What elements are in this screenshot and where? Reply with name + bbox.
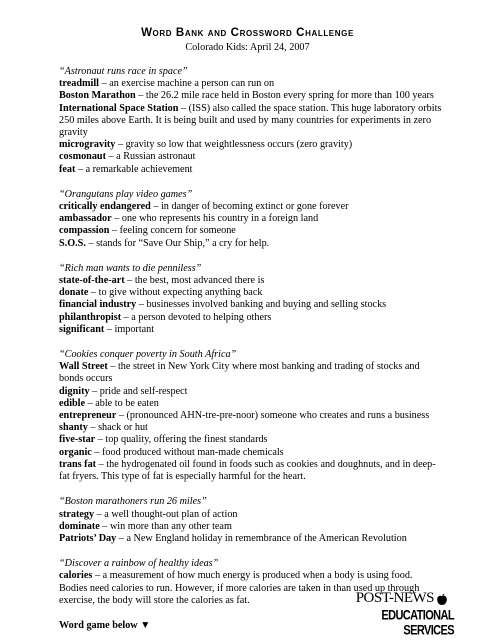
vocab-term: Boston Marathon (59, 90, 136, 102)
article-headline: “Orangutans play video games” (59, 188, 193, 200)
article-headline: “Cookies conquer poverty in South Africa” (59, 349, 237, 361)
vocab-entry (59, 312, 443, 324)
vocab-entry (59, 533, 443, 545)
vocab-entry (59, 151, 443, 163)
vocab-term: organic (59, 446, 92, 458)
vocab-definition: – the hydrogenated oil found in foods such as cookies and doughnuts, and in deep-fat fryers. This type of fat is especially harmful for the heart. (59, 458, 436, 483)
vocab-definition: – win more than any other team (99, 520, 232, 532)
vocab-entry (59, 238, 443, 250)
vocab-entry (59, 447, 443, 459)
vocab-definition: – top quality, offering the finest standards (95, 434, 268, 446)
vocab-entry (59, 139, 443, 151)
vocab-definition: – the best, most advanced there is (124, 275, 265, 287)
vocab-term: shanty (59, 422, 88, 434)
vocab-entry (59, 275, 443, 287)
logo-line2: EDUCATIONAL SERVICES (381, 608, 454, 639)
vocab-entry (59, 213, 443, 225)
vocab-term: cosmonaut (59, 151, 106, 163)
vocab-term: philanthropist (59, 311, 122, 323)
word-bank-section (59, 66, 443, 176)
article-headline: “Boston marathoners run 26 miles” (59, 496, 207, 508)
vocab-entry (59, 386, 443, 398)
vocab-entry (59, 201, 443, 213)
vocab-definition: – pride and self-respect (89, 385, 188, 397)
article-headline: “Discover a rainbow of healthy ideas” (59, 558, 219, 570)
vocab-definition: – a well thought-out plan of action (94, 508, 238, 520)
vocab-term: Wall Street (59, 361, 108, 373)
vocab-definition: – (ISS) also called the space station. This huge laboratory orbits 250 miles above Earth. It is being built and used by many countries for experiments in zero gravity (59, 102, 442, 139)
vocab-definition: – important (104, 323, 155, 335)
vocab-term: financial industry (59, 299, 137, 311)
vocab-term: Patriots’ Day (59, 532, 117, 544)
post-news-logo (344, 590, 454, 639)
vocab-term: compassion (59, 225, 110, 237)
vocab-entry (59, 422, 443, 434)
vocab-definition: – food produced without man-made chemicals (91, 446, 284, 458)
vocab-definition: – in danger of becoming extinct or gone forever (150, 201, 349, 213)
vocab-definition: – businesses involved banking and buying and selling stocks (136, 299, 387, 311)
vocab-term: International Space Station (59, 102, 179, 114)
vocab-term: strategy (59, 508, 95, 520)
vocab-term: significant (59, 323, 105, 335)
vocab-entry (59, 398, 443, 410)
vocab-term: dominate (59, 520, 100, 532)
vocab-entry (59, 287, 443, 299)
vocab-term: five-star (59, 434, 96, 446)
vocab-term: critically endangered (59, 201, 151, 213)
word-bank-section (59, 263, 443, 336)
article-headline: “Rich man wants to die penniless” (59, 262, 202, 274)
vocab-term: microgravity (59, 139, 116, 151)
vocab-definition: – a person devoted to helping others (121, 311, 272, 323)
vocab-entry (59, 361, 443, 385)
vocab-definition: – stands for “Save Our Ship,” a cry for help. (85, 237, 270, 249)
vocab-definition: – (pronounced AHN-tre-pre-noor) someone who creates and runs a business (116, 410, 430, 422)
vocab-term: treadmill (59, 78, 99, 90)
vocab-definition: – gravity so low that weightlessness occurs (zero gravity) (115, 139, 353, 151)
vocab-term: feat (59, 163, 76, 175)
word-game-note: Word game below ▼ (59, 619, 151, 631)
vocab-definition: – a measurement of how much energy is produced when a body is using food. Bodies need calories to run. However, if more calories are taken in than used up through exercise, the body will store the calories as fat. (59, 570, 420, 606)
vocab-entry (59, 410, 443, 422)
vocab-entry (59, 299, 443, 311)
vocab-definition: – a remarkable achievement (75, 163, 193, 175)
vocab-entry (59, 509, 443, 521)
vocab-definition: – shack or hut (87, 422, 148, 434)
word-bank-content (59, 66, 443, 632)
vocab-entry (59, 164, 443, 176)
vocab-definition: – able to be eaten (85, 397, 159, 409)
vocab-entry (59, 78, 443, 90)
vocab-term: calories (59, 570, 93, 582)
page-title: Word Bank and Crossword Challenge (141, 27, 354, 39)
vocab-definition: – the street in New York City where most banking and trading of stocks and bonds occurs (59, 361, 420, 385)
vocab-definition: – a New England holiday in remembrance of the American Revolution (116, 532, 407, 544)
vocab-entry (59, 103, 443, 140)
article-headline: “Astronaut runs race in space” (59, 66, 188, 77)
vocab-term: entrepreneur (59, 410, 117, 422)
page-subtitle: Colorado Kids: April 24, 2007 (185, 42, 310, 53)
vocab-term: trans fat (59, 458, 97, 470)
vocab-entry (59, 434, 443, 446)
word-bank-sections (59, 66, 443, 607)
vocab-definition: – to give without expecting anything back (88, 287, 263, 299)
vocab-entry (59, 521, 443, 533)
vocab-term: dignity (59, 385, 90, 397)
vocab-term: state-of-the-art (59, 275, 125, 287)
vocab-term: S.O.S. (59, 237, 86, 249)
vocab-definition: – the 26.2 mile race held in Boston every spring for more than 100 years (135, 90, 434, 102)
vocab-term: edible (59, 397, 86, 409)
vocab-entry (59, 90, 443, 102)
apple-icon (436, 593, 448, 606)
word-bank-section (59, 349, 443, 483)
word-bank-section (59, 496, 443, 545)
vocab-definition: – feeling concern for someone (109, 225, 236, 237)
vocab-definition: – one who represents his country in a foreign land (111, 213, 319, 225)
vocab-entry (59, 459, 443, 483)
vocab-definition: – an exercise machine a person can run on (99, 78, 275, 90)
vocab-term: donate (59, 287, 89, 299)
logo-line1: POST-NEWS (355, 590, 434, 606)
vocab-entry (59, 225, 443, 237)
vocab-entry (59, 324, 443, 336)
vocab-term: ambassador (59, 213, 112, 225)
word-bank-section (59, 189, 443, 250)
vocab-definition: – a Russian astronaut (105, 151, 196, 163)
